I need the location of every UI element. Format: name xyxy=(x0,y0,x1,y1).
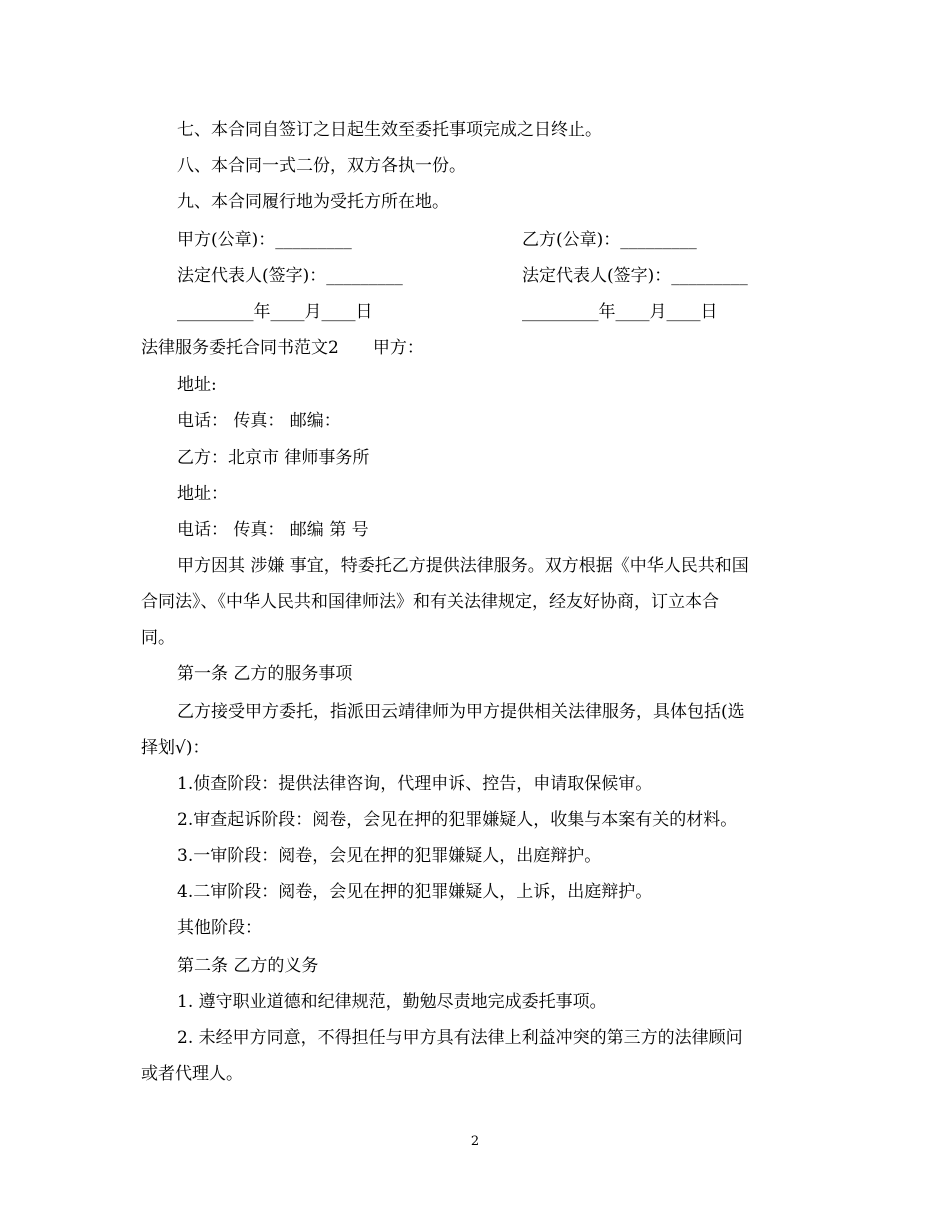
article-1-title: 第一条 乙方的服务事项 xyxy=(177,664,353,684)
clause-7: 七、本合同自签订之日起生效至委托事项完成之日终止。 xyxy=(177,120,602,140)
article-1-other: 其他阶段： xyxy=(177,918,262,938)
article-2-title: 第二条 乙方的义务 xyxy=(177,956,319,976)
article-1-item-3: 3.一审阶段：阅卷，会见在押的犯罪嫌疑人，出庭辩护。 xyxy=(177,846,602,866)
article-2-item-1: 1. 遵守职业道德和纪律规范，勤勉尽责地完成委托事项。 xyxy=(177,992,607,1012)
party-a-address: 地址: xyxy=(177,375,217,395)
article-2-item-2-line-1: 2. 未经甲方同意，不得担任与甲方具有法律上利益冲突的第三方的法律顾问 xyxy=(177,1028,743,1048)
article-1-paragraph-line-1: 乙方接受甲方委托，指派田云靖律师为甲方提供相关法律服务，具体包括(选 xyxy=(177,702,745,722)
article-1-item-2: 2.审查起诉阶段：阅卷，会见在押的犯罪嫌疑人，收集与本案有关的材料。 xyxy=(177,810,738,830)
party-b-address: 地址： xyxy=(177,484,228,504)
signature-a-date: _________年____月____日 xyxy=(177,302,373,322)
clause-9: 九、本合同履行地为受托方所在地。 xyxy=(177,192,449,212)
intro-line-1: 甲方因其 涉嫌 事宜，特委托乙方提供法律服务。双方根据《中华人民共和国 xyxy=(177,556,749,576)
intro-line-2: 合同法》、《中华人民共和国律师法》和有关法律规定，经友好协商，订立本合 xyxy=(141,592,719,612)
signature-b-representative: 法定代表人(签字)：_________ xyxy=(522,266,748,286)
article-1-paragraph-line-2: 择划√)： xyxy=(141,738,210,758)
clause-8: 八、本合同一式二份，双方各执一份。 xyxy=(177,156,466,176)
signature-a-representative: 法定代表人(签字)：_________ xyxy=(177,266,403,286)
party-b-contact: 电话： 传真： 邮编 第 号 xyxy=(177,520,369,540)
intro-line-3: 同。 xyxy=(141,628,175,648)
article-1-item-1: 1.侦查阶段：提供法律咨询，代理申诉、控告，申请取保候审。 xyxy=(177,774,653,794)
party-b-name: 乙方：北京市 律师事务所 xyxy=(177,448,370,468)
article-2-item-2-line-2: 或者代理人。 xyxy=(141,1064,243,1084)
page-number: 2 xyxy=(470,1134,480,1149)
article-1-item-4: 4.二审阶段：阅卷，会见在押的犯罪嫌疑人，上诉，出庭辩护。 xyxy=(177,882,653,902)
signature-a-seal: 甲方(公章)：_________ xyxy=(177,230,352,250)
section-2-title: 法律服务委托合同书范文2 甲方： xyxy=(141,338,424,358)
signature-b-date: _________年____月____日 xyxy=(522,302,718,322)
signature-b-seal: 乙方(公章)：_________ xyxy=(522,230,697,250)
party-a-contact: 电话： 传真： 邮编： xyxy=(177,411,341,431)
